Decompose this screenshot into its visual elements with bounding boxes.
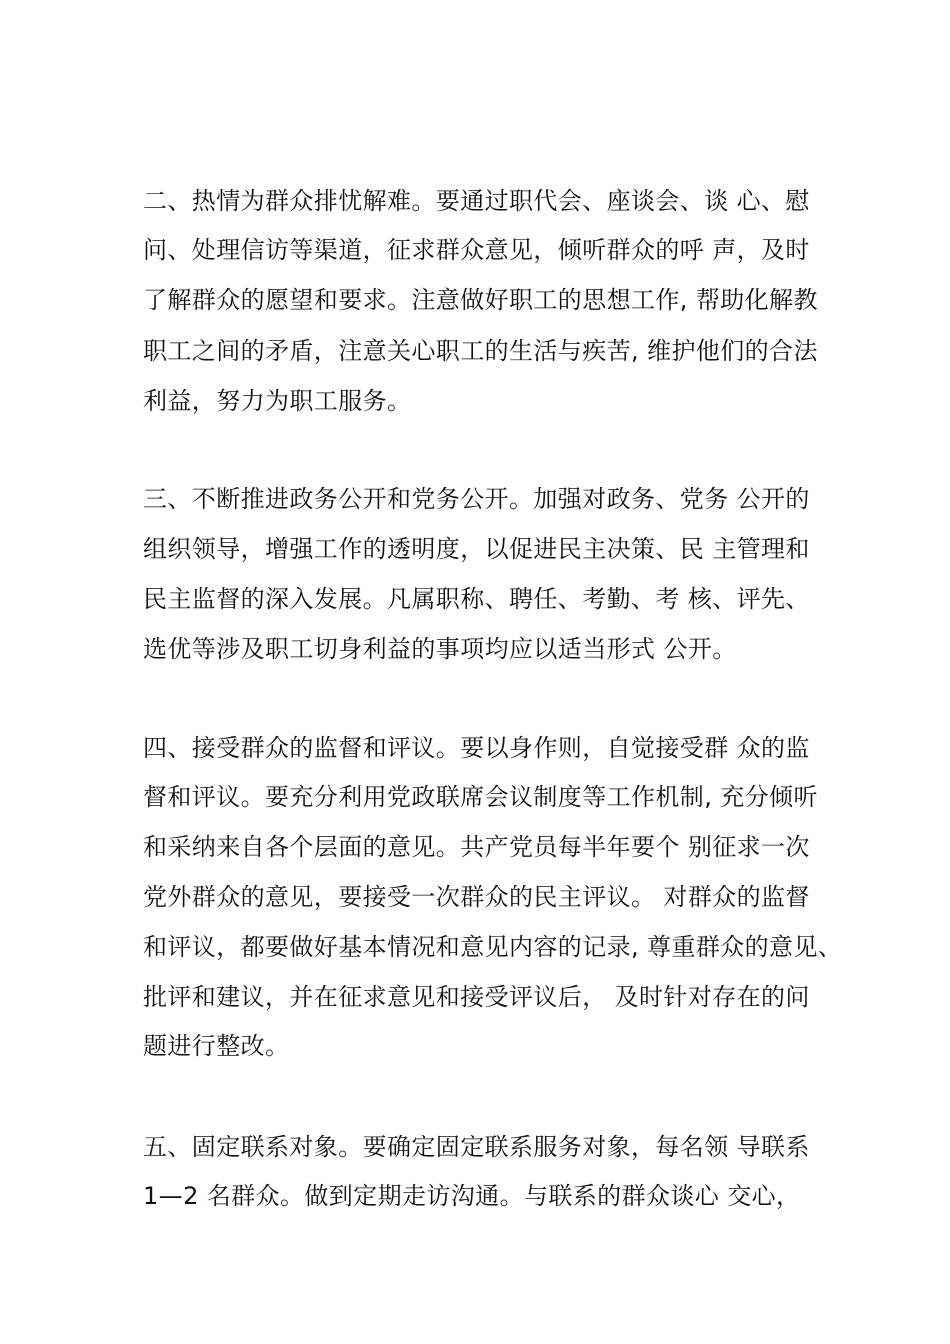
paragraph-3-line-3: 民主监督的深入发展。凡属职称、聘任、考勤、考 核、评先、 <box>143 585 810 613</box>
paragraph-2-line-4: 职工之间的矛盾，注意关心职工的生活与疾苦, 维护他们的合法 <box>143 337 818 365</box>
paragraph-2-line-2: 问、处理信访等渠道，征求群众意见，倾听群众的呼 声，及时 <box>143 236 810 264</box>
paragraph-2-line-3: 了解群众的愿望和要求。注意做好职工的思想工作, 帮助化解教 <box>143 286 818 314</box>
paragraph-2-line-5: 利益，努力为职工服务。 <box>143 387 412 415</box>
paragraph-3-line-4: 选优等涉及职工切身利益的事项均应以适当形式 公开。 <box>143 635 737 663</box>
paragraph-4-line-4: 党外群众的意见，要接受一次群众的民主评议。 对群众的监督 <box>143 883 810 911</box>
paragraph-4-line-7: 题进行整改。 <box>143 1032 290 1060</box>
paragraph-3-line-1: 三、不断推进政务公开和党务公开。加强对政务、党务 公开的 <box>143 485 810 513</box>
paragraph-4-line-2: 督和评议。要充分利用党政联席会议制度等工作机制, 充分倾听 <box>143 783 818 811</box>
paragraph-5-line-1: 五、固定联系对象。要确定固定联系服务对象，每名领 导联系 <box>143 1133 810 1161</box>
paragraph-5-line-2: 1—2 名群众。做到定期走访沟通。与联系的群众谈心 交心， <box>143 1182 801 1210</box>
paragraph-4-line-3: 和采纳来自各个层面的意见。共产党员每半年要个 别征求一次 <box>143 833 810 861</box>
paragraph-3-line-2: 组织领导，增强工作的透明度，以促进民主决策、民 主管理和 <box>143 535 810 563</box>
paragraph-2-line-1: 二、热情为群众排忧解难。要通过职代会、座谈会、谈 心、慰 <box>143 187 810 215</box>
paragraph-4-line-5: 和评议，都要做好基本情况和意见内容的记录, 尊重群众的意见、 <box>143 933 843 961</box>
paragraph-4-line-1: 四、接受群众的监督和评议。要以身作则，自觉接受群 众的监 <box>143 734 810 762</box>
paragraph-4-line-6: 批评和建议，并在征求意见和接受评议后， 及时针对存在的问 <box>143 983 810 1011</box>
